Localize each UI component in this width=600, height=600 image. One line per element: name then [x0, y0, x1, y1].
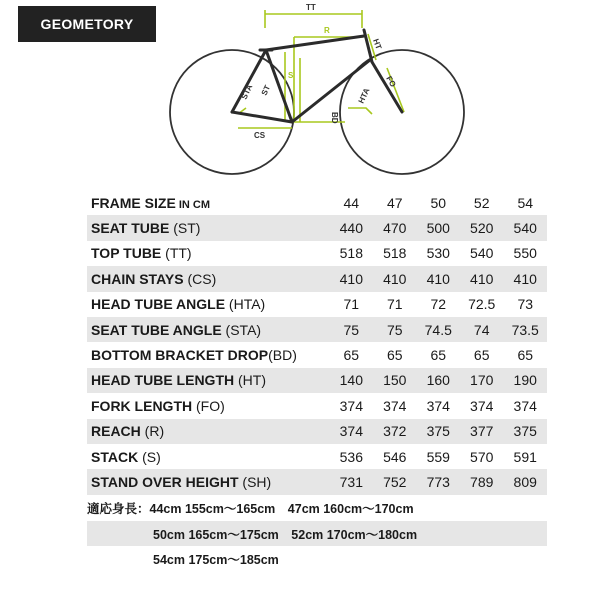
- value-cell: 520: [460, 215, 503, 240]
- value-cell: 470: [373, 215, 416, 240]
- geometry-heading: GEOMETORY: [18, 6, 156, 42]
- value-cell: 440: [330, 215, 373, 240]
- value-cell: 377: [460, 419, 503, 444]
- size-cell: 54: [517, 194, 534, 211]
- label-hta: HTA: [356, 86, 372, 105]
- row-label: HEAD TUBE ANGLE (HTA): [91, 296, 266, 313]
- value-cell: 375: [503, 419, 547, 444]
- value-cell: 410: [503, 266, 547, 291]
- value-cell: 73: [517, 296, 534, 313]
- table-row: [87, 368, 547, 393]
- value-cell: 773: [417, 469, 460, 494]
- table-row: [87, 444, 547, 469]
- value-cell: 410: [330, 266, 373, 291]
- value-cell: 65: [430, 347, 447, 364]
- value-cell: 540: [503, 215, 547, 240]
- table-row: [87, 419, 547, 444]
- value-cell: 65: [343, 347, 360, 364]
- value-cell: 410: [373, 266, 416, 291]
- label-fo: FO: [384, 74, 398, 89]
- height-note-line-1: 適応身長：44cm 155cm～165cm 47cm 160cm～170cm: [87, 501, 414, 516]
- label-st: ST: [259, 83, 273, 97]
- measurement-guides: [238, 10, 404, 128]
- value-cell: 752: [373, 469, 416, 494]
- table-row: [87, 469, 547, 494]
- table-row: [87, 393, 547, 418]
- label-r: R: [324, 26, 330, 35]
- value-cell: 375: [417, 419, 460, 444]
- value-cell: 170: [460, 368, 503, 393]
- label-tt: TT: [306, 3, 316, 12]
- table-row: [87, 241, 547, 266]
- value-cell: 374: [383, 397, 407, 414]
- value-cell: 190: [503, 368, 547, 393]
- value-cell: 374: [426, 397, 450, 414]
- row-label: REACH (R): [87, 419, 330, 444]
- value-cell: 731: [330, 469, 373, 494]
- table-row: [87, 342, 547, 367]
- row-label: SEAT TUBE (ST): [87, 215, 330, 240]
- label-ht: HT: [371, 37, 384, 51]
- size-cell: 44: [343, 194, 360, 211]
- row-label: SEAT TUBE ANGLE (STA): [87, 317, 330, 342]
- value-cell: 72.5: [468, 296, 496, 313]
- geometry-table: [87, 190, 547, 495]
- value-cell: 374: [330, 419, 373, 444]
- label-s: S: [288, 71, 294, 80]
- bike-geometry-diagram: [0, 0, 600, 190]
- value-cell: 591: [513, 448, 537, 465]
- value-cell: 65: [386, 347, 403, 364]
- value-cell: 150: [373, 368, 416, 393]
- row-label: FORK LENGTH (FO): [91, 397, 225, 414]
- value-cell: 540: [470, 245, 494, 262]
- value-cell: 530: [426, 245, 450, 262]
- value-cell: 372: [373, 419, 416, 444]
- height-note-line-2: 50cm 165cm～175cm 52cm 170cm～180cm: [87, 521, 547, 546]
- row-label: TOP TUBE (TT): [91, 245, 192, 262]
- value-cell: 410: [417, 266, 460, 291]
- value-cell: 809: [503, 469, 547, 494]
- value-cell: 140: [330, 368, 373, 393]
- value-cell: 73.5: [503, 317, 547, 342]
- value-cell: 559: [426, 448, 450, 465]
- label-sta: STA: [239, 83, 255, 101]
- value-cell: 410: [460, 266, 503, 291]
- row-label: STACK (S): [91, 448, 161, 465]
- value-cell: 546: [383, 448, 407, 465]
- frame-size-label: FRAME SIZE IN CM: [91, 194, 211, 211]
- value-cell: 374: [470, 397, 494, 414]
- value-cell: 65: [473, 347, 490, 364]
- row-label: STAND OVER HEIGHT (SH): [87, 469, 330, 494]
- value-cell: 75: [373, 317, 416, 342]
- value-cell: 789: [460, 469, 503, 494]
- table-row: [87, 317, 547, 342]
- row-label: HEAD TUBE LENGTH (HT): [87, 368, 330, 393]
- table-row: [87, 215, 547, 240]
- value-cell: 74.5: [417, 317, 460, 342]
- value-cell: 65: [517, 347, 534, 364]
- value-cell: 550: [513, 245, 537, 262]
- value-cell: 518: [383, 245, 407, 262]
- value-cell: 374: [339, 397, 363, 414]
- label-bd: BD: [330, 112, 339, 124]
- value-cell: 374: [513, 397, 537, 414]
- table-row: [87, 292, 547, 317]
- table-row: [87, 266, 547, 291]
- label-cs: CS: [254, 131, 266, 140]
- table-header-row: [87, 190, 547, 215]
- value-cell: 518: [339, 245, 363, 262]
- size-cell: 47: [386, 194, 403, 211]
- value-cell: 72: [430, 296, 447, 313]
- value-cell: 71: [386, 296, 403, 313]
- height-note-line-3: 54cm 175cm～185cm: [153, 552, 279, 567]
- size-cell: 50: [430, 194, 447, 211]
- value-cell: 536: [339, 448, 363, 465]
- value-cell: 570: [470, 448, 494, 465]
- value-cell: 75: [330, 317, 373, 342]
- value-cell: 71: [343, 296, 360, 313]
- row-label: BOTTOM BRACKET DROP(BD): [91, 347, 297, 364]
- value-cell: 160: [417, 368, 460, 393]
- size-cell: 52: [473, 194, 490, 211]
- value-cell: 74: [460, 317, 503, 342]
- value-cell: 500: [417, 215, 460, 240]
- row-label: CHAIN STAYS (CS): [87, 266, 330, 291]
